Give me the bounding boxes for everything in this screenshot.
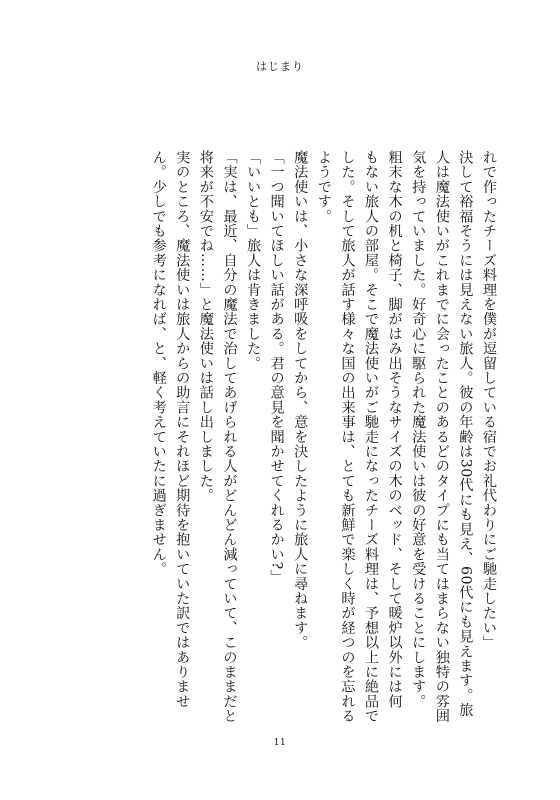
running-head: はじまり [256,60,304,73]
text-line: 実のところ、魔法使いは旅人からの助言にそれほど期待を抱いていた訳ではありませ [174,150,191,709]
body-text [146,150,500,724]
text-line: 人は魔法使いがこれまでに会ったことのあるどのタイプにも当てはまらない独特の雰囲 [433,150,450,724]
text-line: 決して裕福そうには見えない旅人。彼の年齢は30代にも見え、60代にも見えます。旅 [457,150,474,718]
text-line: 気を持っていました。好奇心に駆られた魔法使いは彼の好意を受けることにします。 [410,150,427,709]
text-line: 「いいとも」旅人は肯きました。 [245,150,262,371]
text-line: 魔法使いは、小さな深呼吸をしてから、意を決したように旅人に尋ねます。 [292,150,309,650]
text-line: もない旅人の部屋。そこで魔法使いがご馳走になったチーズ料理は、予想以上に絶品で [363,150,380,724]
page-number: 11 [273,738,287,748]
text-line: 「実は、最近、自分の魔法で治してあげられる人がどんどん減っていて、このままだと [221,150,238,724]
text-line: 「一つ聞いてほしい話がある。君の意見を聞かせてくれるかい?」 [268,150,285,585]
text-line: れで作ったチーズ料理を僕が逗留している宿でお礼代わりにご馳走したい」 [481,150,497,650]
text-line: ん。少しでも参考になれば、と、軽く考えていたに過ぎません。 [150,150,167,577]
text-line: した。そして旅人が話す様々な国の出来事は、とても新鮮で楽しく時が経つのを忘れる [339,150,356,724]
text-line: 将来が不安でね……」と魔法使いは話し出しました。 [197,150,214,503]
text-line: 粗末な木の机と椅子、脚がはみ出そうなサイズの木のベッド、そして暖炉以外には何 [386,150,403,709]
text-line: ようです。 [315,150,332,224]
